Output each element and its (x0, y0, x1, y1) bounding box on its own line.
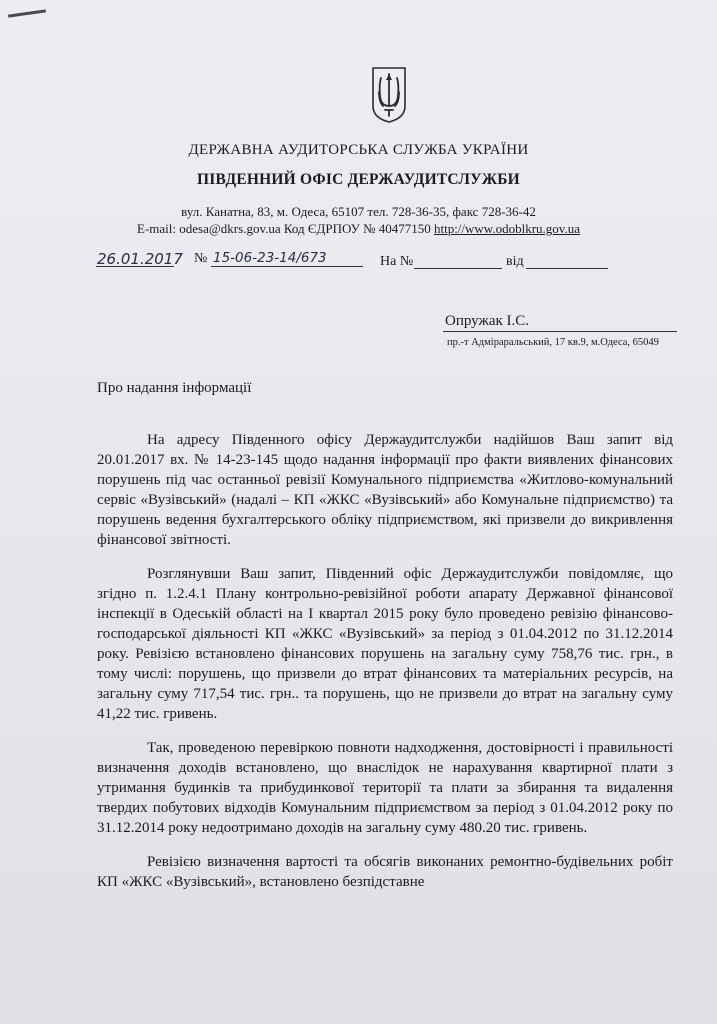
incoming-number-blank (414, 268, 502, 269)
handwritten-number: 15-06-23-14/673 (213, 250, 327, 266)
body-paragraph: Так, проведеною перевіркою повноти надходження, достовірності і правильності визначення доходів встановлено, що внаслідок не нарахування квартирної плати з утримання будинків та прибудинкової території та плати за збирання та видалення твердих побутових відходів Комунальним підприємством за період з 01.04.2012 року по 31.12.2014 року недоотримано доходів на загальну суму 480.20 тис. гривень. (97, 740, 673, 836)
recipient-address: пр.-т Адміраральський, 17 кв.9, м.Одеса, 65049 (447, 337, 659, 348)
office-contact (137, 221, 580, 237)
number-label: № (194, 251, 208, 266)
recipient-underline (443, 331, 677, 332)
number-underline (211, 266, 363, 267)
body-paragraph: На адресу Південного офісу Держаудитслужби надійшов Ваш запит від 20.01.2017 вх. № 14-23-145 щодо надання інформації про факти виявлених фінансових порушень під час останньої ревізії Комунального підприємства «Житлово-комунальний сервіс «Вузівський» (надалі – КП «ЖКС «Вузівський» або Комунальне підприємство) та порушень ведення бухгалтерського обліку підприємством, які призвели до викривлення фінансової звітності. (97, 432, 673, 548)
contact-details: E-mail: odesa@dkrs.gov.ua Код ЄДРПОУ № 40477150 (137, 221, 434, 236)
pen-mark (8, 9, 46, 17)
incoming-date-label: від (506, 254, 524, 269)
incoming-number-label: На № (380, 254, 414, 269)
body-paragraph: Розглянувши Ваш запит, Південний офіс Держаудитслужби повідомляє, що згідно п. 1.2.4.1 Плану контрольно-ревізійної роботи апарату Державної фінансової інспекції в Одеській області на І квартал 2015 року було проведено ревізію фінансово-господарської діяльності КП «ЖКС «Вузівський» за період з 01.04.2012 по 31.12.2014 року. Ревізією встановлено фінансових порушень на загальну суму 758,76 тис. грн., в тому числі: порушень, що призвели до втрат фінансових та матеріальних ресурсів, на загальну суму 717,54 тис. грн.. та порушень, що не призвели до втрат на загальну суму 41,22 тис. гривень. (97, 566, 673, 722)
handwritten-date: 26.01.2017 (97, 250, 183, 268)
letter-subject: Про надання інформації (97, 380, 252, 396)
recipient-name: Опружак І.С. (445, 313, 530, 329)
office-address: вул. Канатна, 83, м. Одеса, 65107 тел. 728-36-35, факс 728-36-42 (181, 204, 536, 219)
date-underline (96, 266, 174, 267)
website-link[interactable]: http://www.odoblkru.gov.ua (433, 221, 580, 236)
agency-name: ДЕРЖАВНА АУДИТОРСЬКА СЛУЖБА УКРАЇНИ (188, 142, 529, 158)
incoming-date-blank (526, 268, 608, 269)
office-name: ПІВДЕННИЙ ОФІС ДЕРЖАУДИТСЛУЖБИ (197, 171, 520, 188)
body-paragraph: Ревізією визначення вартості та обсягів виконаних ремонтно-будівельних робіт КП «ЖКС «Вузівський», встановлено безпідставне (97, 854, 673, 890)
trident-emblem-icon (369, 66, 409, 124)
letter-body (97, 430, 673, 892)
